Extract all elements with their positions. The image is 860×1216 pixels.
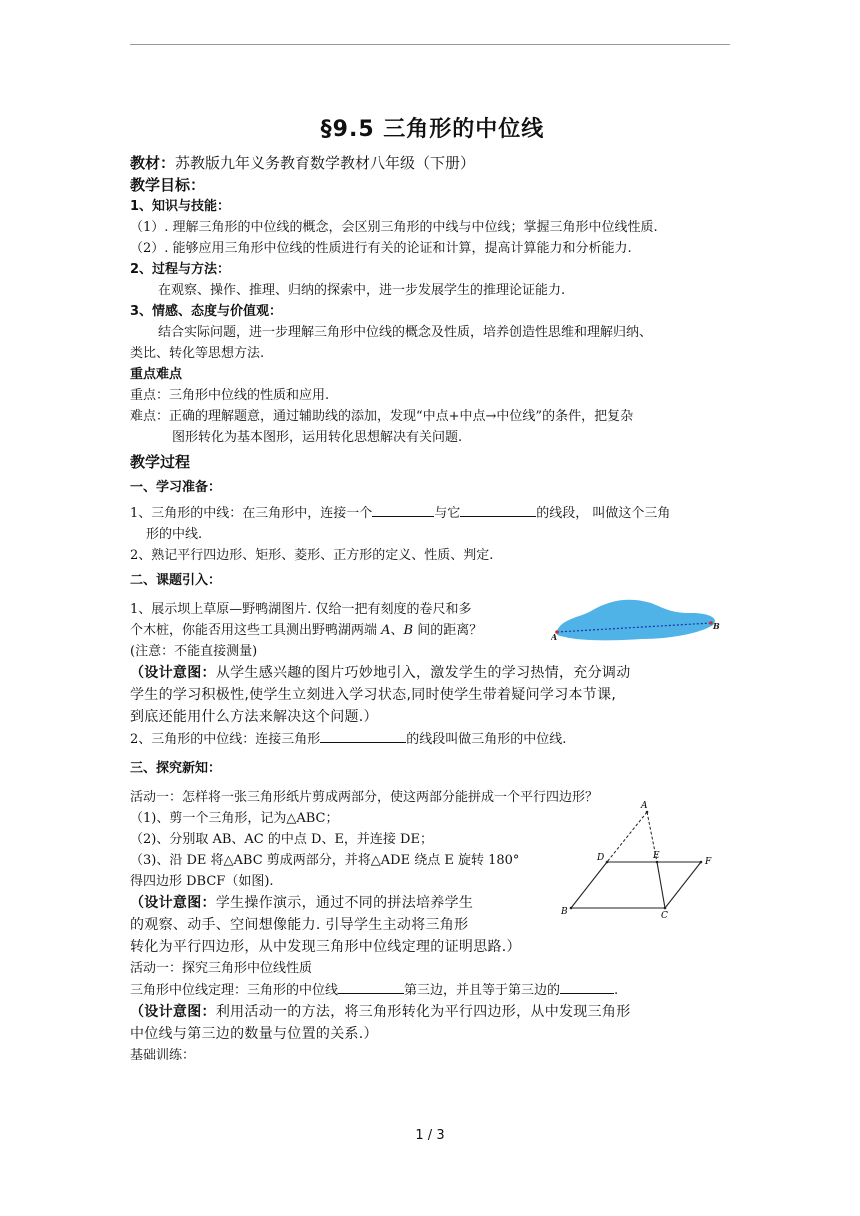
- label-e: E: [653, 851, 660, 861]
- key-points-heading: 重点难点: [130, 367, 183, 382]
- lake-figure: [551, 595, 721, 645]
- design-intent-1: （设计意图：从学生感兴趣的图片巧妙地引入，激发学生的学习热情，充分调动 学生的学习积极性,使学生立刻进入学习状态,同时使学生带着疑问学习本节课, 到底还能用什么方法来解决这个问题.）: [130, 665, 631, 725]
- key-point: 重点：三角形中位线的性质和应用.: [130, 388, 330, 403]
- difficulty-1: 难点：正确的理解题意，通过辅助线的添加，发现“中点+中点→中位线”的条件，把复杂: [130, 409, 634, 424]
- blank-5: [560, 979, 614, 994]
- intro-heading: 二、课题引入：: [130, 573, 222, 588]
- lake-shape: [556, 600, 714, 641]
- design-intent-3: （设计意图：利用活动一的方法，将三角形转化为平行四边形，从中发现三角形 中位线与第三边的数量与位置的关系.）: [130, 1004, 631, 1042]
- step-3: （3)、沿 DE 将△ABC 剪成两部分，并将△ADE 绕点 E 旋转 180°: [130, 853, 520, 868]
- design-intent-2: （设计意图：学生操作演示，通过不同的拼法培养学生 的观察、动手、空间想像能力. 引导学生主动将三角形 转化为平行四边形，从中发现三角形中位线定理的证明思路.）: [130, 895, 521, 955]
- activity-2: 活动一：探究三角形中位线性质: [130, 961, 313, 976]
- emotion-heading: 3、情感、态度与价值观：: [130, 304, 283, 319]
- material-label: 教材：: [130, 154, 176, 172]
- intro-note: (注意：不能直接测量): [130, 644, 258, 659]
- knowledge-item-2: （2）. 能够应用三角形中位线的性质进行有关的论证和计算，提高计算能力和分析能力.: [130, 241, 632, 256]
- label-b: B: [561, 907, 568, 917]
- label-d: D: [597, 853, 605, 863]
- process-method-text: 在观察、操作、推理、归纳的探索中，进一步发展学生的推理论证能力.: [158, 283, 566, 298]
- page-title: §9.5 三角形的中位线: [320, 117, 545, 142]
- activity-steps: [130, 801, 735, 958]
- header-rule: [130, 44, 730, 45]
- explore-heading: 三、探究新知：: [130, 761, 222, 776]
- goals-heading: 教学目标：: [130, 176, 206, 194]
- knowledge-item-1: （1）. 理解三角形的中位线的概念，会区别三角形的中线与中位线；掌握三角形中位线性质.: [130, 220, 658, 235]
- lake-label-b: B: [713, 621, 720, 631]
- label-a: A: [641, 801, 648, 811]
- knowledge-heading: 1、知识与技能：: [130, 199, 231, 214]
- triangle-figure: [561, 800, 721, 918]
- blank-4: [338, 979, 404, 994]
- label-c: C: [661, 911, 668, 918]
- activity-1: 活动一：怎样将一张三角形纸片剪成两部分，使这两部分能拼成一个平行四边形？: [130, 790, 599, 805]
- label-f: F: [705, 857, 712, 867]
- prep-item-1-cont: 形的中线.: [146, 527, 203, 542]
- material-text: 苏教版九年义务教育数学教材八年级（下册）: [175, 154, 476, 172]
- process-heading: 教学过程: [130, 453, 191, 471]
- blank-3: [320, 728, 406, 743]
- intro-item-1a: 1、展示坝上草原—野鸭湖图片. 仅给一把有刻度的卷尺和多: [130, 602, 472, 617]
- difficulty-2: 图形转化为基本图形，运用转化思想解决有关问题.: [172, 430, 463, 445]
- emotion-text-1: 结合实际问题，进一步理解三角形中位线的概念及性质，培养创造性思维和理解归纳、: [158, 325, 653, 340]
- step-4: 得四边形 DBCF（如图).: [130, 874, 274, 889]
- prep-item-1: 1、三角形的中线：在三角形中，连接一个 与它 的线段， 叫做这个三角: [130, 502, 735, 524]
- emotion-text-2: 类比、转化等思想方法.: [130, 346, 265, 361]
- theorem-line: 三角形中位线定理：三角形的中位线 第三边，并且等于第三边的 .: [130, 979, 735, 1001]
- lake-label-a: A: [551, 632, 558, 642]
- document-page: [130, 108, 735, 1066]
- blank-1: [372, 502, 434, 517]
- page-number: 1 / 3: [415, 1128, 445, 1143]
- intro-item-1b: 个木桩，你能否用这些工具测出野鸭湖两端 A、B 间的距离？: [130, 623, 483, 638]
- intro-item-2: 2、三角形的中位线：连接三角形 的线段叫做三角形的中位线.: [130, 728, 735, 750]
- blank-2: [460, 502, 536, 517]
- process-method-heading: 2、过程与方法：: [130, 262, 231, 277]
- intro-block: [130, 599, 735, 662]
- step-1: （1)、剪一个三角形，记为△ABC；: [130, 811, 339, 826]
- prep-heading: 一、学习准备：: [130, 480, 222, 495]
- prep-item-2: 2、熟记平行四边形、矩形、菱形、正方形的定义、性质、判定.: [130, 548, 494, 563]
- step-2: （2)、分别取 AB、AC 的中点 D、E，并连接 DE；: [130, 832, 433, 847]
- material-line: [130, 153, 735, 175]
- practice-heading: 基础训练：: [130, 1048, 196, 1063]
